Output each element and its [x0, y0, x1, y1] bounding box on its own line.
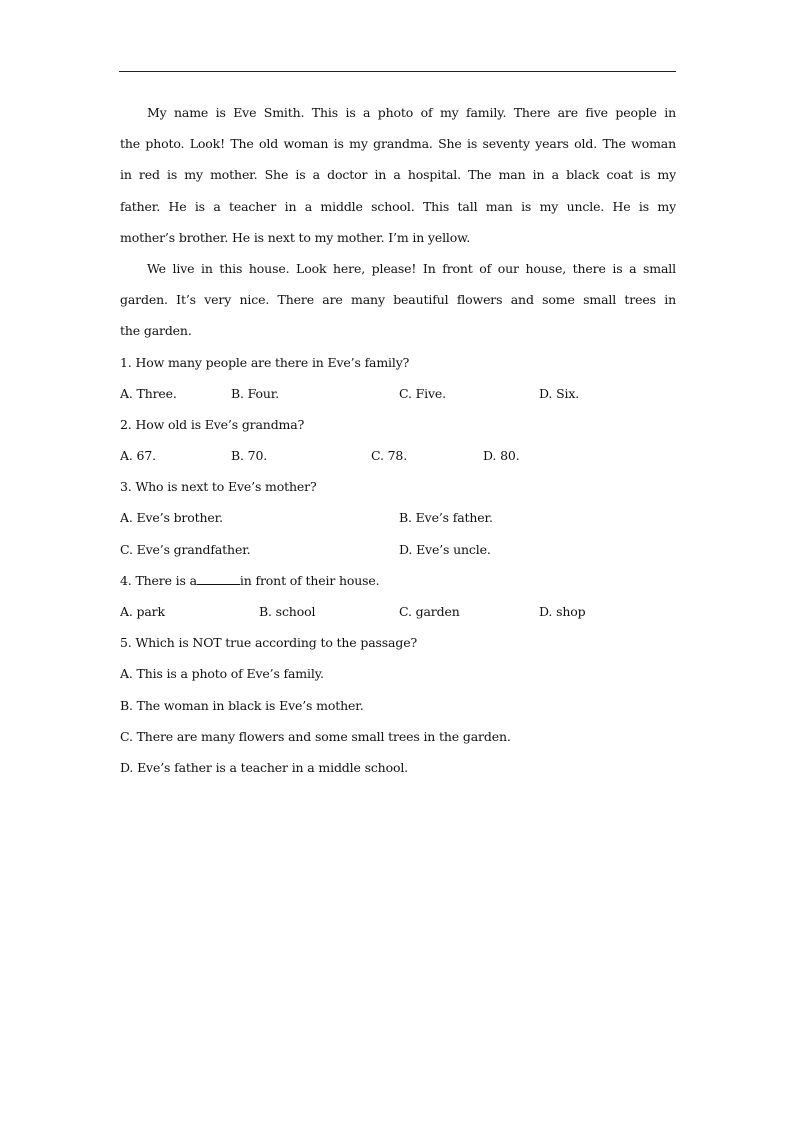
option-c: C. Eve’s grandfather.: [120, 541, 251, 557]
option-a: A. park: [120, 604, 165, 619]
question-3-options-row-2: [120, 534, 676, 565]
option-a: A. This is a photo of Eve’s family.: [120, 666, 324, 682]
option-d: D. Eve’s father is a teacher in a middle school.: [120, 759, 409, 775]
question-2-options: [120, 440, 676, 471]
header-rule: [119, 71, 676, 72]
option-c: C. There are many flowers and some small trees in the garden.: [120, 728, 511, 744]
question-4-stem: [120, 565, 676, 596]
passage-line: garden. It’s very nice. There are many beautiful flowers and some small trees in: [120, 292, 676, 308]
passage-line: mother’s brother. He is next to my mother. I’m in yellow.: [120, 229, 471, 245]
option-b: B. school: [259, 604, 316, 619]
option-b: B. The woman in black is Eve’s mother.: [120, 697, 364, 713]
option-a: A. Eve’s brother.: [120, 510, 223, 526]
option-b: B. Eve’s father.: [399, 510, 493, 526]
question-2-stem: 2. How old is Eve’s grandma?: [120, 416, 305, 432]
answer-blank: [197, 572, 240, 585]
question-3-stem: 3. Who is next to Eve’s mother?: [120, 479, 317, 495]
question-3-options-row-1: [120, 502, 676, 533]
question-1-options: [120, 378, 676, 409]
question-4-stem-before: 4. There is a: [120, 572, 197, 588]
question-1-stem: 1. How many people are there in Eve’s family?: [120, 354, 410, 370]
question-4-options: [120, 596, 676, 627]
option-d: D. 80.: [483, 448, 520, 464]
passage-line: We live in this house. Look here, please! In front of our house, there is a small: [147, 260, 676, 276]
document-body: [120, 97, 676, 783]
passage-line: the garden.: [120, 323, 192, 339]
option-c: C. garden: [399, 604, 460, 619]
option-b: B. Four.: [231, 385, 280, 401]
option-b: B. 70.: [231, 448, 268, 464]
passage-line: the photo. Look! The old woman is my grandma. She is seventy years old. The woman: [120, 136, 676, 152]
option-c: C. Five.: [399, 385, 446, 401]
option-a: A. Three.: [120, 385, 177, 401]
option-d: D. Eve’s uncle.: [399, 541, 491, 557]
passage-line: in red is my mother. She is a doctor in a hospital. The man in a black coat is my: [120, 167, 676, 183]
passage-paragraph-1: [120, 97, 676, 253]
option-d: D. Six.: [539, 385, 580, 401]
question-5-stem: 5. Which is NOT true according to the passage?: [120, 635, 418, 651]
option-a: A. 67.: [120, 448, 156, 464]
passage-line: My name is Eve Smith. This is a photo of my family. There are five people in: [147, 105, 676, 120]
option-c: C. 78.: [371, 448, 408, 464]
passage-paragraph-2: [120, 253, 676, 347]
passage-line: father. He is a teacher in a middle school. This tall man is my uncle. He is my: [120, 198, 676, 214]
question-4-stem-after: in front of their house.: [239, 572, 380, 588]
option-d: D. shop: [539, 604, 586, 619]
